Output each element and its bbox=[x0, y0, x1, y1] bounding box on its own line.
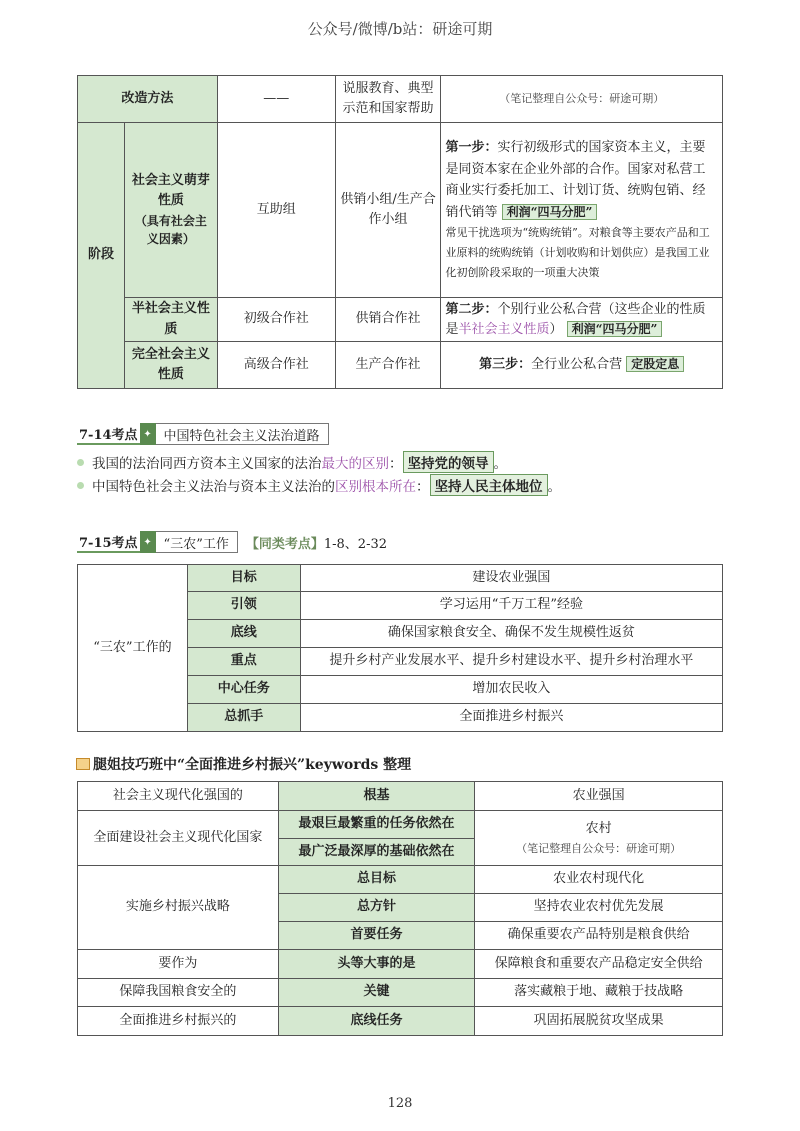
bullet-1-purple: 最大的区别 bbox=[321, 456, 389, 472]
book-icon bbox=[76, 758, 90, 770]
sannong-key: 总抓手 bbox=[187, 704, 300, 732]
step2-end: ） bbox=[549, 321, 563, 337]
page-number: 128 bbox=[387, 1096, 413, 1111]
sannong-key: 中心任务 bbox=[187, 676, 300, 704]
kw-c-note: （笔记整理自公众号：研途可期） bbox=[516, 841, 682, 855]
sannong-table bbox=[77, 564, 723, 732]
step3-box: 定股定息 bbox=[626, 356, 684, 372]
kw-c: 农业农村现代化 bbox=[475, 866, 723, 894]
bullet-2-mid: ： bbox=[416, 479, 430, 495]
kw-a: 全面推进乡村振兴的 bbox=[78, 1007, 279, 1036]
bullet-1-pre: 我国的法治同西方资本主义国家的法治 bbox=[92, 456, 322, 472]
topic-7-14-title: 中国特色社会主义法治道路 bbox=[156, 423, 329, 445]
kw-a: 实施乡村振兴战略 bbox=[78, 866, 279, 950]
step1-prefix: 第一步： bbox=[445, 140, 498, 156]
sannong-key: 目标 bbox=[187, 565, 300, 592]
step1-box: 利润“四马分肥” bbox=[502, 204, 598, 220]
topic-7-15-title: “三农”工作 bbox=[156, 531, 238, 553]
kw-b: 总方针 bbox=[278, 894, 475, 922]
ref-value: 1-8、2-32 bbox=[323, 536, 387, 552]
sannong-value: 提升乡村产业发展水平、提升乡村建设水平、提升乡村治理水平 bbox=[300, 648, 722, 676]
kw-b: 首要任务 bbox=[278, 922, 475, 950]
bullet-2-pre: 中国特色社会主义法治与资本主义法治的 bbox=[92, 479, 335, 495]
method-agri: —— bbox=[217, 76, 335, 123]
keywords-table bbox=[77, 781, 723, 1036]
craft-row3: 生产合作社 bbox=[335, 342, 441, 389]
step2-cell bbox=[441, 298, 723, 342]
step2-prefix: 第二步： bbox=[445, 302, 498, 317]
sannong-value: 增加农民收入 bbox=[300, 676, 722, 704]
sannong-key: 重点 bbox=[187, 648, 300, 676]
bullet-dot-icon bbox=[77, 482, 84, 489]
sannong-value: 学习运用“千万工程”经验 bbox=[300, 592, 722, 620]
stage-label: 阶段 bbox=[78, 123, 125, 389]
sannong-value: 全面推进乡村振兴 bbox=[300, 704, 722, 732]
topic-7-14-bullet-2 bbox=[77, 474, 561, 496]
kw-c: 巩固拓展脱贫攻坚成果 bbox=[475, 1007, 723, 1036]
step2-text: 个别行业公私合营（这些企业的性质是 bbox=[445, 302, 706, 337]
bullet-1-box: 坚持党的领导 bbox=[403, 451, 494, 473]
bullet-dot-icon bbox=[77, 459, 84, 466]
sannong-value: 确保国家粮食安全、确保不发生规模性返贫 bbox=[300, 620, 722, 648]
kw-b: 根基 bbox=[278, 782, 475, 811]
method-note: （笔记整理自公众号：研途可期） bbox=[441, 76, 723, 123]
agri-row1: 互助组 bbox=[217, 123, 335, 298]
topic-7-15-tag: 7-15考点 bbox=[77, 531, 140, 553]
topic-7-14-heading bbox=[77, 423, 329, 445]
method-label: 改造方法 bbox=[78, 76, 218, 123]
kw-b: 关键 bbox=[278, 979, 475, 1007]
page-header: 公众号/微博/b站：研途可期 bbox=[307, 20, 493, 38]
nature-row1-sub: （具有社会主义因素） bbox=[134, 213, 207, 247]
bullet-2-end: 。 bbox=[547, 479, 561, 495]
kw-b: 头等大事的是 bbox=[278, 950, 475, 979]
nature-row1 bbox=[124, 123, 217, 298]
kw-b: 最艰巨最繁重的任务依然在 bbox=[278, 811, 475, 839]
kw-c: 坚持农业农村优先发展 bbox=[475, 894, 723, 922]
nature-row3: 完全社会主义性质 bbox=[124, 342, 217, 389]
kw-a: 全面建设社会主义现代化国家 bbox=[78, 811, 279, 866]
nature-row1-main: 社会主义萌芽性质 bbox=[131, 173, 210, 209]
step1-note: 常见干扰选项为“统购统销”。对粮食等主要农产品和工业原料的统购统销（计划收购和计划供应）是我国工业化初创阶段采取的一项重大决策 bbox=[445, 226, 710, 279]
kw-a: 社会主义现代化强国的 bbox=[78, 782, 279, 811]
kw-a: 要作为 bbox=[78, 950, 279, 979]
kw-b: 底线任务 bbox=[278, 1007, 475, 1036]
bullet-2-purple: 区别根本所在 bbox=[335, 479, 416, 495]
step3-cell bbox=[441, 342, 723, 389]
step2-box: 利润“四马分肥” bbox=[567, 321, 663, 337]
sannong-value: 建设农业强国 bbox=[300, 565, 722, 592]
kw-c: 落实藏粮于地、藏粮于技战略 bbox=[475, 979, 723, 1007]
topic-7-14-tag: 7-14考点 bbox=[77, 423, 140, 445]
method-craft: 说服教育、典型示范和国家帮助 bbox=[335, 76, 441, 123]
agri-row2: 初级合作社 bbox=[217, 298, 335, 342]
topic-7-15-ref bbox=[246, 531, 387, 553]
kw-c-main: 农村 bbox=[585, 821, 612, 837]
kw-c: 保障粮食和重要农产品稳定安全供给 bbox=[475, 950, 723, 979]
keywords-title-text: 腿姐技巧班中“全面推进乡村振兴”keywords 整理 bbox=[93, 757, 412, 773]
topic-7-15-heading bbox=[77, 531, 387, 553]
kw-c: 确保重要农产品特别是粮食供给 bbox=[475, 922, 723, 950]
step3-text: 全行业公私合营 bbox=[531, 356, 623, 372]
step3-prefix: 第三步： bbox=[479, 356, 532, 372]
ref-label: 【同类考点】 bbox=[245, 536, 324, 552]
craft-row1: 供销小组/生产合作小组 bbox=[335, 123, 441, 298]
step1-text: 实行初级形式的国家资本主义，主要是同资本家在企业外部的合作。国家对私营工商业实行委托加工、计划订货、统购包销、经销代销等 bbox=[445, 140, 706, 220]
kw-a: 保障我国粮食安全的 bbox=[78, 979, 279, 1007]
agri-row3: 高级合作社 bbox=[217, 342, 335, 389]
bookmark-icon: ✦ bbox=[140, 423, 156, 445]
sannong-key: 引领 bbox=[187, 592, 300, 620]
keywords-section-title bbox=[76, 754, 411, 774]
step2-purple: 半社会主义性质 bbox=[458, 321, 550, 337]
bullet-2-box: 坚持人民主体地位 bbox=[430, 474, 548, 496]
kw-b: 最广泛最深厚的基础依然在 bbox=[278, 839, 475, 866]
step1-cell bbox=[441, 123, 723, 298]
bullet-1-mid: ： bbox=[389, 456, 403, 472]
craft-row2: 供销合作社 bbox=[335, 298, 441, 342]
kw-b: 总目标 bbox=[278, 866, 475, 894]
nature-row2: 半社会主义性质 bbox=[124, 298, 217, 342]
transformation-table bbox=[77, 75, 723, 389]
sannong-left-label: “三农”工作的 bbox=[78, 565, 188, 732]
bullet-1-end: 。 bbox=[493, 456, 507, 472]
kw-c bbox=[475, 811, 723, 866]
topic-7-14-bullet-1 bbox=[77, 451, 507, 473]
bookmark-icon: ✦ bbox=[140, 531, 156, 553]
sannong-key: 底线 bbox=[187, 620, 300, 648]
kw-c: 农业强国 bbox=[475, 782, 723, 811]
